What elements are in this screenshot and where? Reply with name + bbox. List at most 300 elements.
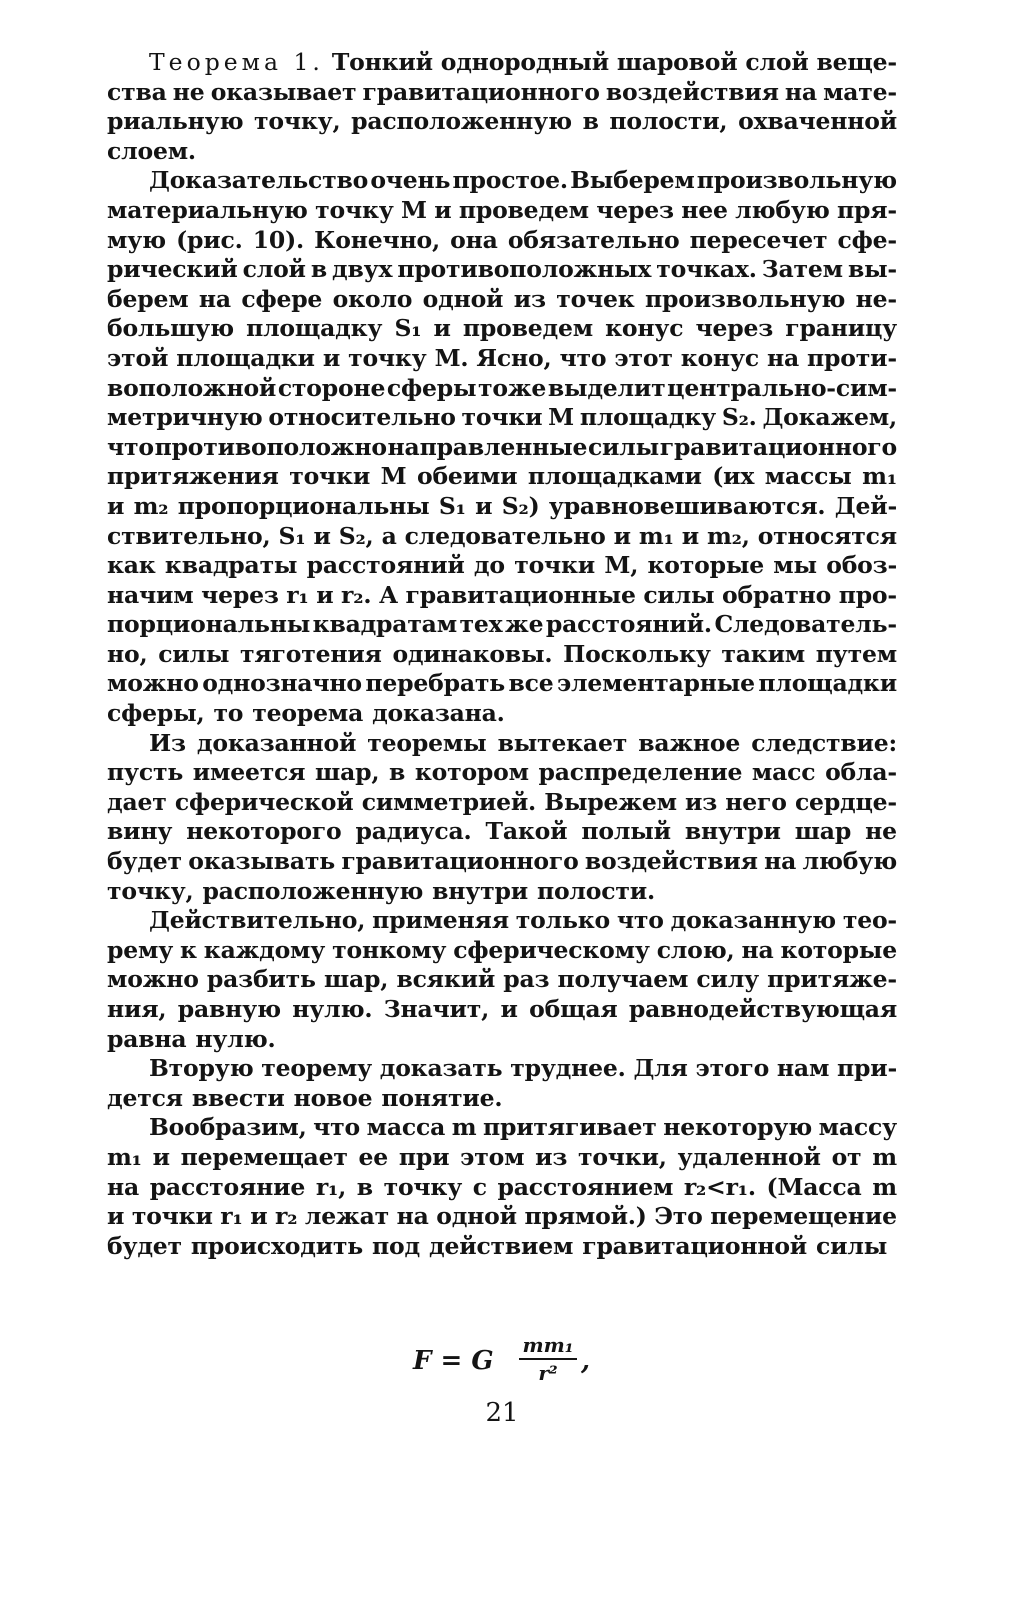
word: него	[725, 787, 787, 816]
word: однородный	[440, 48, 609, 76]
word: расстояний	[306, 551, 465, 580]
word: тоже	[478, 373, 547, 402]
word: слоем.	[107, 136, 196, 165]
text-line	[107, 78, 897, 108]
word: m₁	[107, 1142, 142, 1171]
word: мате-	[823, 77, 897, 106]
word: обязательно	[507, 225, 680, 254]
paragraph-consequence	[107, 729, 897, 907]
word: m₁	[862, 462, 897, 491]
word: Выберем	[570, 166, 695, 195]
word: которые	[780, 935, 897, 964]
word: рический	[107, 255, 238, 284]
word: точек	[556, 284, 635, 313]
text-line	[107, 462, 897, 492]
word: относятся	[757, 521, 897, 550]
word: и	[433, 314, 451, 343]
word: радиуса.	[355, 817, 472, 846]
word: точки	[131, 1202, 213, 1231]
word: этого	[695, 1054, 770, 1083]
word: масса	[366, 1113, 446, 1142]
text-line	[107, 610, 897, 640]
word: точку,	[107, 876, 194, 905]
word: сферы	[386, 373, 477, 402]
word: точки	[514, 551, 596, 580]
word: точках.	[656, 255, 757, 284]
word: которые	[647, 551, 764, 580]
word: пропорциональны	[177, 491, 430, 520]
paragraph-imagine	[107, 1113, 897, 1261]
word: дает	[107, 787, 167, 816]
word: обла-	[825, 758, 897, 787]
word: получаем	[557, 965, 689, 994]
word: тяготения	[240, 639, 382, 668]
text-line	[107, 788, 897, 818]
word: шар,	[323, 965, 389, 994]
word: доказанную	[670, 906, 836, 935]
word: расстояний.	[545, 610, 712, 639]
word: из	[513, 284, 546, 313]
word: силы	[643, 580, 715, 609]
word: очень	[370, 166, 451, 195]
word: m	[872, 1172, 897, 1201]
word: расположенную	[351, 107, 572, 136]
page-number: 21	[485, 1398, 519, 1428]
word: точку	[348, 343, 427, 372]
word: но,	[107, 639, 148, 668]
word: Следователь-	[714, 610, 897, 639]
text-line	[107, 936, 897, 966]
word: вину	[107, 817, 173, 846]
word: сфе-	[837, 225, 897, 254]
word: что	[313, 1113, 361, 1142]
word: квадраты	[164, 551, 298, 580]
word: некоторую	[663, 1113, 813, 1142]
word: котором	[414, 758, 529, 787]
word: (Масса	[766, 1172, 862, 1201]
word: одинаковы.	[392, 639, 553, 668]
text-line	[107, 699, 897, 729]
word: Для	[633, 1054, 688, 1083]
word: симметрией.	[361, 787, 537, 816]
word: происходить	[190, 1231, 364, 1260]
word: можно	[107, 965, 199, 994]
word: нее	[681, 195, 728, 224]
word: распределение	[538, 758, 743, 787]
word: Вырежем	[544, 787, 677, 816]
word: и	[613, 521, 631, 550]
word: путем	[815, 639, 897, 668]
word: ствительно,	[107, 521, 271, 550]
word: произвольную	[696, 166, 897, 195]
text-body	[107, 48, 897, 1261]
word: и	[475, 491, 493, 520]
word: прямой.)	[524, 1202, 647, 1231]
word: с	[472, 1172, 487, 1201]
word: тео-	[842, 906, 897, 935]
word: раз	[503, 965, 550, 994]
word: рему	[107, 935, 174, 964]
word: тонкому	[332, 935, 447, 964]
word: проведем	[458, 195, 589, 224]
word: большую	[107, 314, 234, 343]
text-line	[107, 1113, 897, 1143]
word: гравитационные	[405, 580, 636, 609]
word: материальную	[107, 195, 308, 224]
word: Докажем,	[762, 403, 897, 432]
word: точки,	[577, 1142, 667, 1171]
word: начим	[107, 580, 194, 609]
text-line	[107, 255, 897, 285]
word: Вторую	[149, 1054, 254, 1083]
word: Это	[654, 1202, 703, 1231]
word: нам	[776, 1054, 830, 1083]
word: через	[596, 195, 674, 224]
word: не	[172, 77, 205, 106]
word: гравитационного	[362, 77, 600, 106]
word: все	[508, 669, 554, 698]
word: каждому	[203, 935, 326, 964]
word: Из	[149, 728, 186, 757]
word: в	[389, 758, 406, 787]
word: удаленной	[677, 1142, 821, 1171]
word: в	[582, 107, 599, 136]
word: стороне	[277, 373, 386, 402]
word: на	[396, 1202, 429, 1231]
text-line	[107, 433, 897, 463]
text-line	[107, 1025, 897, 1055]
formula-fraction	[519, 1334, 577, 1384]
word: обоз-	[826, 551, 897, 580]
word: внутри	[432, 876, 528, 905]
word: гравитационного	[659, 432, 897, 461]
word: Тонкий	[331, 48, 433, 76]
word: m₁	[638, 521, 674, 550]
text-line	[107, 581, 897, 611]
word: полости.	[536, 876, 655, 905]
word: ства	[107, 77, 167, 106]
word: Вообразим,	[149, 1113, 307, 1142]
word: воздействия	[605, 77, 779, 106]
word: метричную	[107, 403, 263, 432]
word: ее	[358, 1142, 389, 1171]
word: гравитационной	[582, 1231, 808, 1260]
word: охваченной	[738, 107, 897, 136]
formula-lhs: F = G	[413, 1346, 494, 1376]
word: будет	[107, 1231, 182, 1260]
word: же	[505, 610, 544, 639]
text-line	[107, 137, 897, 167]
text-line	[107, 166, 897, 196]
word: следствие:	[751, 728, 897, 757]
word: как	[107, 551, 156, 580]
word: то	[213, 699, 244, 728]
word: на	[784, 77, 817, 106]
word: силу	[696, 965, 759, 994]
word: полый	[581, 817, 671, 846]
word: в	[356, 1172, 373, 1201]
word: проведем	[462, 314, 593, 343]
word: доказанной	[196, 728, 357, 757]
text-line	[107, 1232, 897, 1262]
word: точку	[383, 1172, 463, 1201]
text-line	[107, 1202, 897, 1232]
word: притяже-	[767, 965, 897, 994]
word: m	[451, 1113, 477, 1142]
word: границу	[785, 314, 897, 343]
word: имеется	[192, 758, 306, 787]
word: Поскольку	[563, 639, 711, 668]
word: r₂.	[341, 580, 372, 609]
word: шар	[794, 817, 852, 846]
word: (их	[712, 462, 755, 491]
word: выделит	[547, 373, 666, 402]
word: шаровой	[616, 48, 738, 76]
text-line	[107, 1143, 897, 1173]
word: элементарные	[556, 669, 755, 698]
word: теоремы	[367, 728, 487, 757]
word: от	[831, 1142, 862, 1171]
text-line	[107, 817, 897, 847]
word: Доказательство	[149, 166, 369, 195]
word: перемещение	[710, 1202, 897, 1231]
word: равную	[177, 995, 281, 1023]
word: одной	[422, 284, 504, 313]
word: r₁	[286, 580, 309, 609]
word: Затем	[761, 255, 843, 284]
word: на	[741, 935, 774, 964]
word: ния,	[107, 995, 167, 1023]
gravity-formula	[107, 1334, 897, 1390]
word: m	[872, 1142, 897, 1171]
word: любую	[802, 847, 897, 876]
word: таким	[721, 639, 806, 668]
word: конус	[605, 314, 684, 343]
word: пря-	[837, 195, 897, 224]
word: точку	[315, 195, 394, 224]
word: S₁	[278, 521, 306, 550]
text-line	[107, 640, 897, 670]
word: притяжения	[107, 462, 279, 491]
word: берем	[107, 284, 189, 313]
formula-denominator: r²	[538, 1361, 558, 1385]
word: полости,	[609, 107, 728, 136]
word: сферы,	[107, 699, 205, 728]
word: мую	[107, 225, 166, 254]
text-line	[107, 492, 897, 522]
text-line	[107, 285, 897, 315]
word: на	[764, 847, 797, 876]
word: вы-	[847, 255, 897, 284]
word: этот	[614, 343, 673, 372]
word: действием	[429, 1231, 574, 1260]
text-line	[107, 877, 897, 907]
text-line	[107, 1173, 897, 1203]
word: будет	[107, 847, 182, 876]
word: нулю.	[195, 1024, 276, 1053]
word: она	[450, 225, 498, 254]
word: М	[548, 403, 574, 432]
book-page	[107, 48, 897, 1428]
text-line	[107, 965, 897, 995]
text-line	[107, 107, 897, 137]
word: квадратам	[312, 610, 457, 639]
word: любую	[735, 195, 830, 224]
text-line	[107, 403, 897, 433]
word: сердце-	[794, 787, 897, 816]
word: 10).	[252, 225, 304, 254]
word: следовательно	[404, 521, 606, 550]
text-line	[107, 1084, 897, 1114]
word: лежат	[304, 1202, 389, 1231]
word: сферическому	[453, 935, 650, 964]
word: слой	[242, 255, 306, 284]
word: на	[766, 343, 799, 372]
word: М.	[434, 343, 469, 372]
text-line	[107, 226, 897, 256]
word: перемещает	[180, 1142, 348, 1171]
text-line	[107, 669, 897, 699]
word: центрально-сим-	[667, 373, 897, 402]
text-line	[107, 758, 897, 788]
word: можно	[107, 669, 199, 698]
word: теорему	[261, 1054, 372, 1083]
word: и	[681, 521, 699, 550]
word: площадками	[527, 462, 702, 491]
word: противоположных	[397, 255, 652, 284]
word: равнодействующая	[628, 995, 897, 1023]
word: Дей-	[834, 491, 897, 520]
paragraph-theorem-1	[107, 48, 897, 166]
text-line	[107, 995, 897, 1025]
word: понятие.	[381, 1083, 503, 1112]
formula-numerator: mm₁	[522, 1333, 574, 1357]
word: двух	[332, 255, 393, 284]
word: до	[473, 551, 505, 580]
word: нулю.	[292, 995, 373, 1023]
word: пусть	[107, 758, 184, 787]
word: сфере	[241, 284, 323, 313]
word: доказать	[379, 1054, 503, 1083]
word: и	[322, 343, 341, 372]
word: шар,	[315, 758, 380, 787]
word: относительно	[268, 403, 456, 432]
word: дется	[107, 1083, 183, 1112]
word: Теорема 1.	[149, 48, 324, 76]
word: расположенную	[202, 876, 424, 905]
word: и	[316, 580, 334, 609]
word: (рис.	[176, 225, 243, 254]
word: r₁	[220, 1202, 243, 1231]
word: мы	[773, 551, 817, 580]
word: из	[685, 787, 718, 816]
word: этом	[460, 1142, 525, 1171]
word: общая	[529, 995, 618, 1023]
word: не-	[855, 284, 897, 313]
word: про-	[838, 580, 897, 609]
word: точку,	[254, 107, 341, 136]
word: одной	[436, 1202, 517, 1231]
word: тех	[459, 610, 503, 639]
word: на	[198, 284, 231, 313]
word: некоторого	[186, 817, 342, 846]
word: сферической	[174, 787, 354, 816]
word: около	[332, 284, 413, 313]
word: перебрать	[365, 669, 505, 698]
word: применяя	[372, 906, 509, 935]
word: что	[107, 432, 154, 461]
word: силы	[158, 639, 230, 668]
word: r₂<r₁.	[683, 1172, 756, 1201]
word: гравитационного	[341, 847, 579, 876]
text-line	[107, 314, 897, 344]
text-line	[107, 48, 897, 78]
word: и	[434, 195, 452, 224]
word: а	[381, 521, 397, 550]
word: Ясно,	[476, 343, 552, 372]
word: силы	[816, 1231, 888, 1260]
word: Действительно,	[149, 906, 366, 935]
word: М,	[604, 551, 639, 580]
word: слою,	[656, 935, 735, 964]
paragraph-second-theorem	[107, 1054, 897, 1113]
word: расстояние	[149, 1172, 306, 1201]
word: и	[107, 491, 125, 520]
word: r₁,	[315, 1172, 347, 1201]
word: важное	[638, 728, 741, 757]
word: площадку	[579, 403, 716, 432]
word: порциональны	[107, 610, 311, 639]
text-line	[107, 196, 897, 226]
word: противоположно	[154, 432, 387, 461]
word: m₂,	[706, 521, 750, 550]
word: этой	[107, 343, 169, 372]
word: силы	[587, 432, 660, 461]
word: площадки	[176, 343, 315, 372]
word: обратно	[722, 580, 832, 609]
word: разбить	[206, 965, 316, 994]
word: однозначно	[202, 669, 362, 698]
text-line	[107, 374, 897, 404]
word: расстоянием	[497, 1172, 674, 1201]
word: вытекает	[497, 728, 628, 757]
word: S₂.	[721, 403, 757, 432]
word: и	[500, 995, 518, 1023]
word: S₁	[438, 491, 466, 520]
word: m₂	[133, 491, 169, 520]
word: воположной	[107, 373, 277, 402]
text-line	[107, 847, 897, 877]
word: теорема	[252, 699, 364, 728]
word: А	[378, 580, 398, 609]
word: и	[152, 1142, 170, 1171]
word: М	[400, 195, 427, 224]
word: при	[398, 1142, 450, 1171]
word: пересечет	[689, 225, 828, 254]
word: r₂	[275, 1202, 298, 1231]
word: М	[380, 462, 407, 491]
word: площадку	[246, 314, 383, 343]
word: новое	[293, 1083, 373, 1112]
fraction-bar	[519, 1358, 577, 1360]
word: обеими	[416, 462, 518, 491]
word: в	[310, 255, 327, 284]
word: и	[107, 1202, 125, 1231]
word: через	[695, 314, 774, 343]
word: ввести	[191, 1083, 285, 1112]
word: при-	[836, 1054, 897, 1083]
paragraph-proof	[107, 166, 897, 728]
